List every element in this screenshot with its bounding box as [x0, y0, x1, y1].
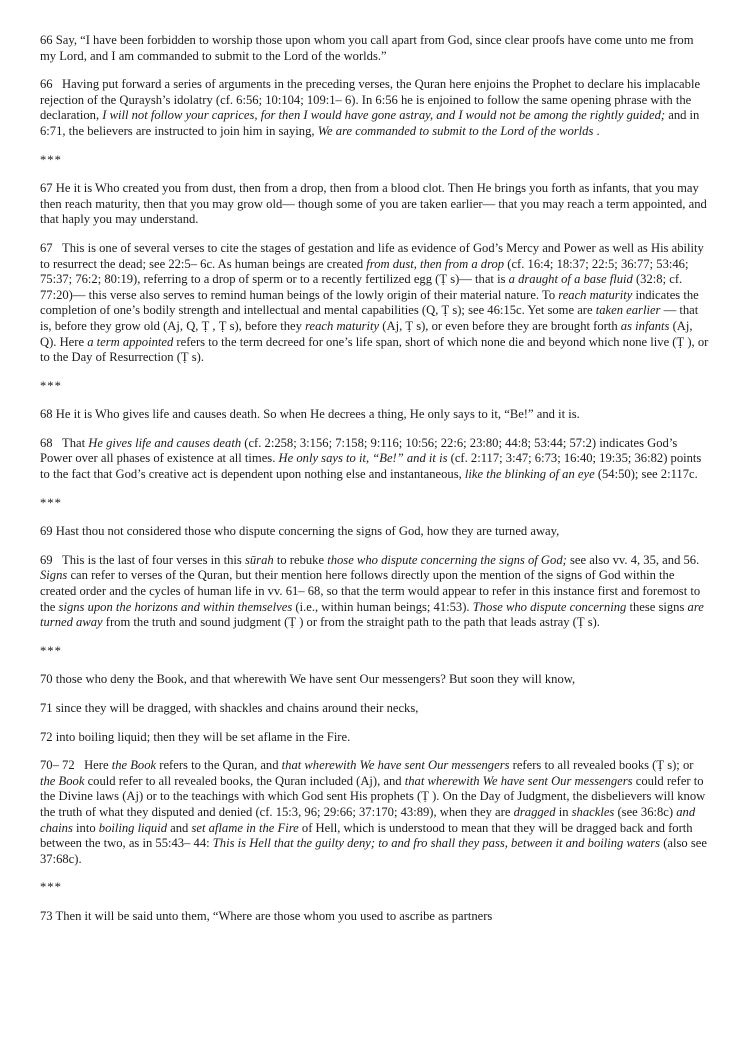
verse-66-commentary	[40, 77, 710, 139]
text-run: 66 Having put forward a series of arguments in the preceding verses, the Quran here enjoins the Prophet to declare his implacable rejection of the Quraysh’s idolatry (cf. 6:56; 10:104; 109:1– 6). In 6:56 he is enjoined to follow the same opening phrase with the declaration,	[40, 77, 701, 123]
verse-71-translation	[40, 701, 710, 717]
verse-70-translation	[40, 672, 710, 688]
italic-text-run: shackles	[571, 804, 615, 819]
text-run: refers to all revealed books (Ṭ s); or	[509, 758, 694, 773]
text-run: 67 This is one of several verses to cite the stages of gestation and life as evidence of God’s Mercy and Power as well as His ability to resurrect the dead; see 22:5– 6c. As human beings are created	[40, 240, 704, 271]
italic-text-run: I will not follow your caprices, for then I would have gone astray, and I would not be among the rightly guided;	[102, 108, 666, 123]
italic-text-run: reach maturity	[305, 318, 380, 333]
text-run: (Aj, Q). Here	[40, 318, 693, 349]
text-run: could refer to all revealed books, the Quran included (Aj), and	[84, 773, 405, 788]
italic-text-run: from dust, then from a drop	[366, 256, 505, 271]
section-separator: ***	[40, 378, 62, 393]
text-run: indicates the completion of one’s bodily strength and intellectual and mental capabilities (Q, Ṭ s); see 46:15c. Yet some are	[40, 287, 699, 318]
text-run: 70– 72 Here	[40, 758, 112, 773]
verse-67-translation	[40, 181, 710, 228]
italic-text-run: a draught of a base fluid	[508, 272, 633, 287]
verse-72-translation	[40, 730, 710, 746]
italic-text-run: and chains	[40, 804, 696, 835]
text-run: 73 Then it will be said unto them, “Where are those whom you used to ascribe as partners	[40, 908, 493, 923]
text-run: (Aj, Ṭ s), or even before they are brought forth	[379, 318, 621, 333]
text-run: .	[593, 123, 600, 138]
text-run: and	[167, 820, 192, 835]
text-run: could refer to the Divine laws (Aj) or to the teachings with which God sent His prophets (Ṭ ). On the Day of Judgment, the disbelievers will know the truth of what they disputed and denied (cf. 15:3, 96; 29:66; 37:170; 43:89), when they are	[40, 773, 706, 819]
italic-text-run: signs upon the horizons and within themselves	[58, 599, 293, 614]
italic-text-run: boiling liquid	[98, 820, 168, 835]
text-run: see also vv. 4, 35, and 56.	[566, 552, 700, 567]
italic-text-run: set aflame in the Fire	[191, 820, 299, 835]
text-run: (cf. 16:4; 18:37; 22:5; 36:77; 53:46; 75:37; 76:2; 80:19), referring to a drop of sperm or to a recently fertilized egg (Ṭ s)— that is	[40, 256, 689, 287]
text-run: 69 Hast thou not considered those who dispute concerning the signs of God, how they are turned away,	[40, 524, 560, 539]
text-run: to rebuke	[273, 552, 328, 567]
italic-text-run: This is Hell that the guilty deny; to and fro shall they pass, between it and boiling waters	[212, 836, 661, 851]
italic-text-run: We are commanded to submit to the Lord of the worlds	[317, 123, 594, 138]
text-run: 68 He it is Who gives life and causes death. So when He decrees a thing, He only says to it, “Be!” and it is.	[40, 407, 580, 422]
text-run: 67 He it is Who created you from dust, then from a drop, then from a blood clot. Then He brings you forth as infants, that you may then reach maturity, then that you may grow old— though some of you are taken earlier— that you may reach a term appointed, and that haply you may understand.	[40, 181, 707, 227]
italic-text-run: the Book	[40, 773, 85, 788]
italic-text-run: that wherewith We have sent Our messengers	[404, 773, 633, 788]
verse-69-translation	[40, 524, 710, 540]
text-run: 66 Say, “I have been forbidden to worship those upon whom you call apart from God, since clear proofs have come unto me from my Lord, and I am commanded to submit to the Lord of the worlds.”	[40, 33, 694, 63]
italic-text-run: dragged	[513, 804, 556, 819]
italic-text-run: He only says to it, “Be!” and it is	[278, 451, 448, 466]
italic-text-run: sūrah	[244, 552, 274, 567]
italic-text-run: the Book	[111, 758, 157, 773]
verses-70-72-commentary	[40, 758, 710, 867]
text-run: refers to the Quran, and	[156, 758, 282, 773]
text-run: these signs	[626, 599, 688, 614]
verse-66-translation	[40, 33, 710, 64]
text-run: 69 This is the last of four verses in this	[40, 552, 245, 567]
italic-text-run: reach maturity	[558, 287, 633, 302]
text-run: (see 36:8c)	[614, 804, 677, 819]
text-run: refers to the term decreed for one’s life span, short of which none die and beyond which none live (Ṭ ), or to the Day of Resurrection (Ṭ s).	[40, 334, 709, 365]
text-run: into	[72, 820, 99, 835]
section-separator: ***	[40, 643, 62, 658]
italic-text-run: that wherewith We have sent Our messengers	[281, 758, 510, 773]
text-run: 68 That	[40, 435, 89, 450]
text-run: 71 since they will be dragged, with shackles and chains around their necks,	[40, 701, 419, 715]
verse-69-commentary	[40, 553, 710, 631]
text-run: (54:50); see 2:117c.	[594, 467, 698, 482]
italic-text-run: are turned away	[40, 599, 704, 630]
verse-68-commentary	[40, 436, 710, 483]
italic-text-run: as infants	[620, 318, 670, 333]
text-run: (cf. 2:258; 3:156; 7:158; 9:116; 10:56; 22:6; 23:80; 44:8; 53:44; 57:2) indicates God’s Power over all phases of existence at all times.	[40, 435, 678, 466]
section-separator: ***	[40, 880, 62, 895]
italic-text-run: taken earlier	[595, 303, 661, 318]
text-run: and in 6:71, the believers are instructed to join him in saying,	[40, 108, 700, 138]
text-run: (cf. 2:117; 3:47; 6:73; 16:40; 19:35; 36:82) points to the fact that God’s creative act is dependent upon nothing else and instantaneous,	[40, 451, 702, 482]
italic-text-run: Those who dispute concerning	[472, 599, 627, 614]
section-separator: ***	[40, 495, 62, 510]
italic-text-run: He gives life and causes death	[88, 435, 242, 450]
text-run: (also see 37:68c).	[40, 836, 707, 866]
text-run: of Hell, which is understood to mean that they will be dragged back and forth between the two, as in 55:43– 44:	[40, 820, 693, 851]
text-run: (i.e., within human beings; 41:53).	[292, 599, 473, 614]
text-run: in	[555, 804, 572, 819]
text-run: 70 those who deny the Book, and that wherewith We have sent Our messengers? But soon they will know,	[40, 672, 576, 687]
verse-67-commentary	[40, 241, 710, 366]
verse-73-translation	[40, 909, 710, 925]
italic-text-run: a term appointed	[87, 334, 174, 349]
text-run: from the truth and sound judgment (Ṭ ) or from the straight path to the path that leads astray (Ṭ s).	[102, 615, 600, 630]
italic-text-run: like the blinking of an eye	[464, 467, 595, 482]
text-run: (32:8; cf. 77:20)— this verse also serves to remind human beings of the lowly origin of their material nature. To	[40, 272, 683, 302]
verse-68-translation	[40, 407, 710, 423]
italic-text-run: Signs	[40, 568, 68, 583]
section-separator: ***	[40, 152, 62, 167]
text-run: 72 into boiling liquid; then they will be set aflame in the Fire.	[40, 729, 351, 744]
text-run: can refer to verses of the Quran, but their mention here follows directly upon the mention of the signs of God within the created order and the cycles of human life in vv. 61– 68, so that the term would appear to refer in this instance first and foremost to the	[40, 568, 701, 614]
text-run: — that is, before they grow old (Aj, Q, Ṭ , Ṭ s), before they	[40, 303, 699, 333]
italic-text-run: those who dispute concerning the signs of God;	[327, 552, 567, 567]
